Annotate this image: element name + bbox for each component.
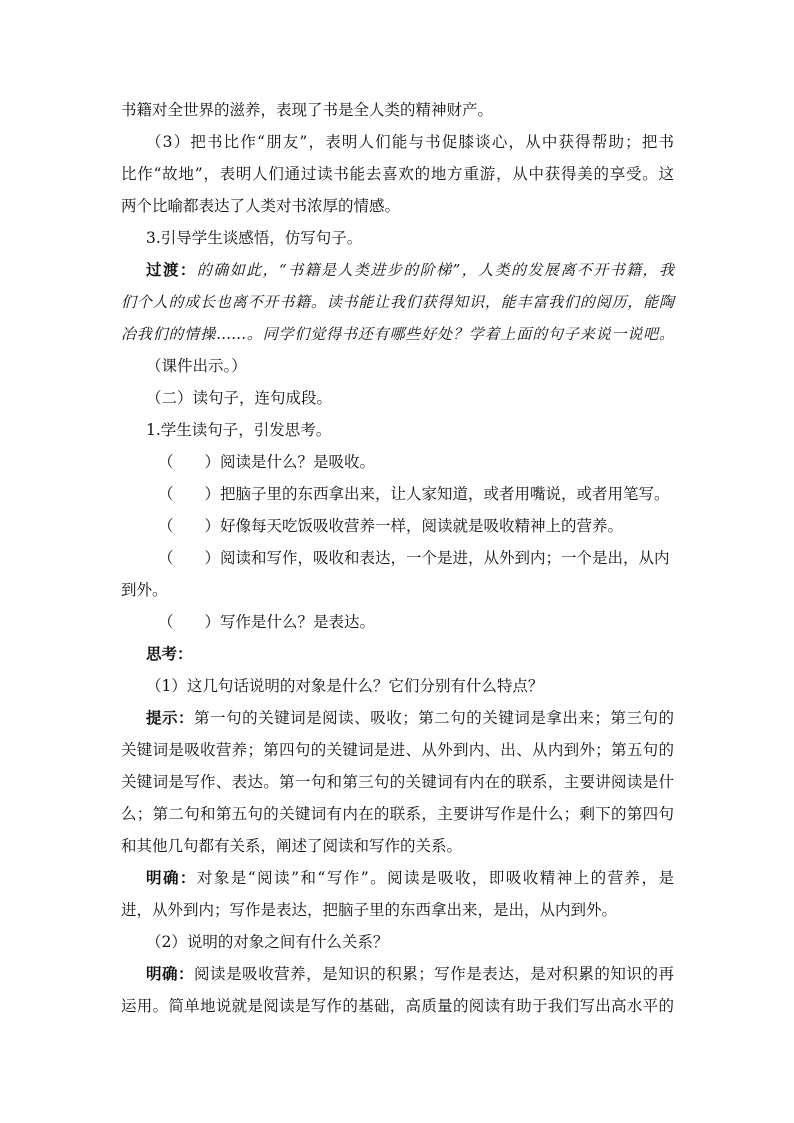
hint-line <box>146 708 674 728</box>
sentence-item: （ ）把脑子里的东西拿出来，让人家知道，或者用嘴说，或者用笔写。 <box>158 485 670 503</box>
text-line: 关键词是写作、表达。第一句和第三句的关键词有内在的联系，主要讲阅读是什 <box>121 773 674 791</box>
answer-line <box>146 964 674 984</box>
text-line: 们个人的成长也离不开书籍。读书能让我们获得知识，能丰富我们的阅历，能陶 <box>121 293 674 311</box>
answer-label: 明确： <box>146 964 195 983</box>
hint-text: 第一句的关键词是阅读、吸收；第二句的关键词是拿出来；第三句的 <box>194 709 674 727</box>
answer-line <box>146 868 674 888</box>
text-line: 冶我们的情操……。同学们觉得书还有哪些好处？学着上面的句子来说一说吧。 <box>121 325 674 343</box>
answer-label: 明确： <box>146 868 197 887</box>
sentence-item: （ ）阅读和写作，吸收和表达，一个是进，从外到内；一个是出，从内 <box>158 549 670 567</box>
text-line: 比作“故地”，表明人们通过读书能去喜欢的地方重游，从中获得美的享受。这 <box>121 165 674 183</box>
text-line: 3.引导学生谈感悟，仿写句子。 <box>146 229 363 247</box>
answer-text: 对象是“阅读”和“写作”。阅读是吸收，即吸收精神上的营养，是 <box>196 869 674 887</box>
text-line: （课件出示。） <box>146 357 247 375</box>
hint-label: 提示： <box>146 708 195 727</box>
text-line: 两个比喻都表达了人类对书浓厚的情感。 <box>121 197 401 215</box>
text-line: 书籍对全世界的滋养，表现了书是全人类的精神财产。 <box>121 101 494 119</box>
text-line: 和其他几句都有关系，阐述了阅读和写作的关系。 <box>121 837 463 855</box>
question-line: （2）说明的对象之间有什么关系？ <box>146 933 389 951</box>
sentence-item: （ ）好像每天吃饭吸收营养一样，阅读就是吸收精神上的营养。 <box>158 517 624 535</box>
transition-label: 过渡： <box>146 260 197 279</box>
answer-text: 阅读是吸收营养，是知识的积累；写作是表达，是对积累的知识的再 <box>194 965 674 983</box>
text-line: 进，从外到内；写作是表达，把脑子里的东西拿出来，是出，从内到外。 <box>121 901 618 919</box>
section-heading: （二）读句子，连句成段。 <box>146 389 333 407</box>
sentence-item: （ ）阅读是什么？是吸收。 <box>158 453 376 471</box>
text-line: 1.学生读句子，引发思考。 <box>146 421 332 439</box>
text-line: 到外。 <box>121 581 168 599</box>
text-line: 运用。简单地说就是阅读是写作的基础，高质量的阅读有助于我们写出高水平的 <box>121 997 674 1015</box>
transition-line <box>146 260 674 280</box>
sentence-item: （ ）写作是什么？是表达。 <box>158 613 376 631</box>
transition-text: 的确如此，“书籍是人类进步的阶梯”，人类的发展离不开书籍，我 <box>196 261 674 279</box>
text-line: （3）把书比作“朋友”，表明人们能与书促膝谈心，从中获得帮助；把书 <box>146 133 674 151</box>
question-line: （1）这几句话说明的对象是什么？它们分别有什么特点？ <box>146 677 544 695</box>
text-line: 关键词是吸收营养；第四句的关键词是进、从外到内、出、从内到外；第五句的 <box>121 741 674 759</box>
text-line: 么；第二句和第五句的关键词有内在的联系，主要讲写作是什么；剩下的第四句 <box>121 805 674 823</box>
think-heading: 思考： <box>146 644 193 663</box>
